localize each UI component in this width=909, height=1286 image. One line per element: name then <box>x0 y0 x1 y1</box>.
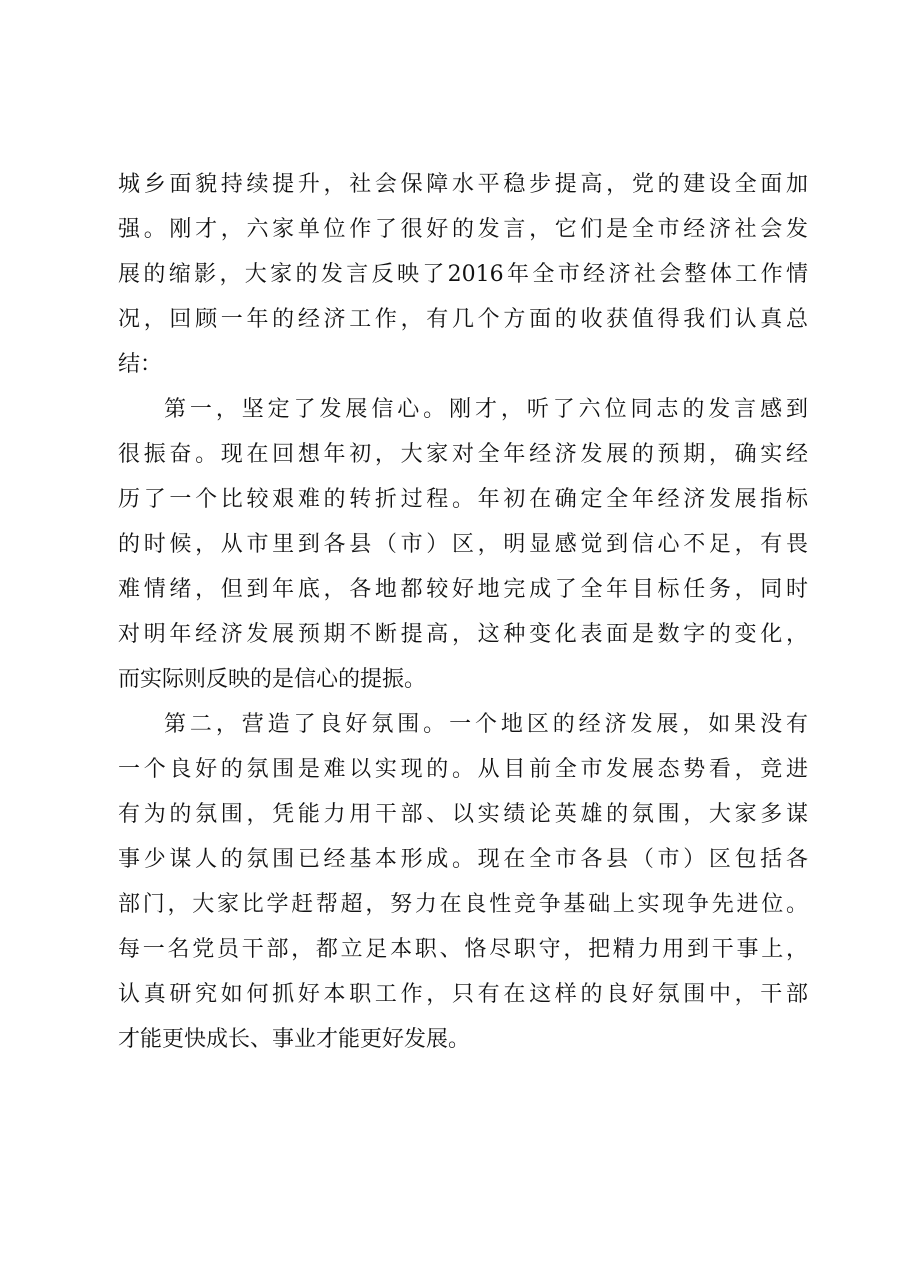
text-line: 才能更快成长、事业才能更好发展。 <box>118 1027 471 1052</box>
text-line: 有为的氛围，凭能力用干部、以实绩论英雄的氛围，大家多谋 <box>118 802 808 827</box>
text-line: 第二，营造了良好氛围。一个地区的经济发展，如果没有 <box>164 712 808 737</box>
paragraph-second-point <box>118 702 808 1062</box>
text-line: 展的缩影，大家的发言反映了2016年全市经济社会整体工作情 <box>118 262 808 287</box>
text-line: 况，回顾一年的经济工作，有几个方面的收获值得我们认真总 <box>118 307 808 332</box>
text-line: 结： <box>118 352 163 377</box>
text-line: 难情绪，但到年底，各地都较好地完成了全年目标任务，同时 <box>118 577 808 602</box>
text-line: 历了一个比较艰难的转折过程。年初在确定全年经济发展指标 <box>118 487 808 512</box>
text-line: 第一，坚定了发展信心。刚才，听了六位同志的发言感到 <box>164 397 808 422</box>
text-line: 部门，大家比学赶帮超，努力在良性竞争基础上实现争先进位。 <box>118 892 808 917</box>
text-line: 对明年经济发展预期不断提高，这种变化表面是数字的变化， <box>118 622 808 647</box>
text-line: 城乡面貌持续提升，社会保障水平稳步提高，党的建设全面加 <box>118 172 808 197</box>
text-line: 强。刚才，六家单位作了很好的发言，它们是全市经济社会发 <box>118 217 808 242</box>
text-line: 认真研究如何抓好本职工作，只有在这样的良好氛围中，干部 <box>118 982 808 1007</box>
document-body <box>118 162 808 1062</box>
text-line: 而实际则反映的是信心的提振。 <box>118 667 427 692</box>
paragraph-intro <box>118 162 808 387</box>
text-line: 的时候，从市里到各县（市）区，明显感觉到信心不足，有畏 <box>118 532 808 557</box>
text-line: 每一名党员干部，都立足本职、恪尽职守，把精力用到干事上， <box>118 937 808 962</box>
text-line: 很振奋。现在回想年初，大家对全年经济发展的预期，确实经 <box>118 442 808 467</box>
text-line: 一个良好的氛围是难以实现的。从目前全市发展态势看，竞进 <box>118 757 808 782</box>
text-line: 事少谋人的氛围已经基本形成。现在全市各县（市）区包括各 <box>118 847 808 872</box>
paragraph-first-point <box>118 387 808 702</box>
